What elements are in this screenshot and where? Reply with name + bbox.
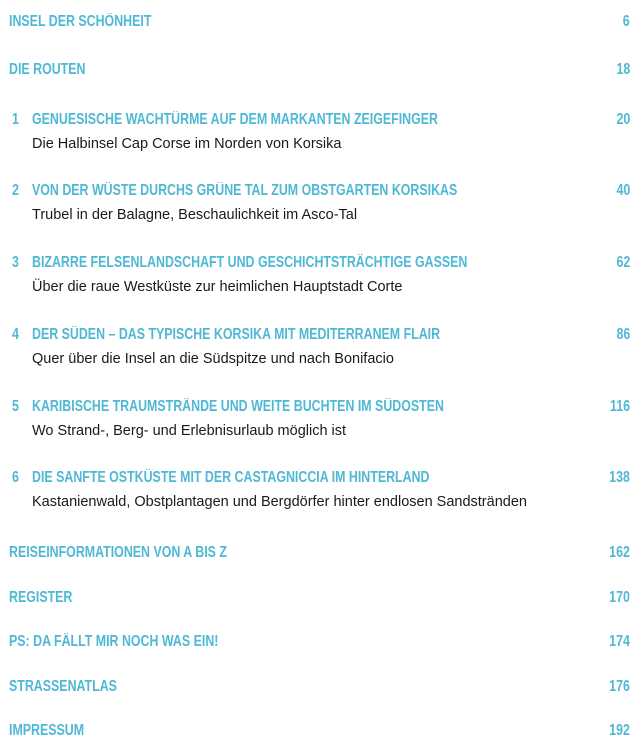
toc-route-2[interactable] bbox=[0, 181, 642, 201]
toc-entry-page: 18 bbox=[616, 61, 630, 78]
toc-entry-title: DIE ROUTEN bbox=[9, 61, 86, 78]
route-page: 116 bbox=[609, 398, 630, 415]
toc-entry-insel[interactable] bbox=[0, 12, 642, 32]
route-subtitle: Trubel in der Balagne, Beschaulichkeit im Asco-Tal bbox=[32, 207, 358, 223]
toc-entry-page: 192 bbox=[609, 722, 630, 739]
toc-route-3[interactable] bbox=[0, 253, 642, 273]
route-number: 2 bbox=[12, 182, 19, 199]
route-title: GENUESISCHE WACHTÜRME AUF DEM MARKANTEN ZEIGEFINGER bbox=[32, 111, 438, 128]
toc-entry-title: IMPRESSUM bbox=[9, 722, 85, 739]
toc-entry-page: 176 bbox=[609, 678, 630, 695]
toc-entry-title: STRASSENATLAS bbox=[9, 678, 117, 695]
route-title: VON DER WÜSTE DURCHS GRÜNE TAL ZUM OBSTGARTEN KORSIKAS bbox=[32, 182, 458, 199]
toc-entry-routen[interactable] bbox=[0, 60, 642, 80]
route-subtitle: Kastanienwald, Obstplantagen und Bergdörfer hinter endlosen Sandstränden bbox=[32, 494, 527, 510]
route-title: KARIBISCHE TRAUMSTRÄNDE UND WEITE BUCHTEN IM SÜDOSTEN bbox=[32, 398, 444, 415]
toc-route-6[interactable] bbox=[0, 468, 642, 488]
route-number: 5 bbox=[12, 398, 19, 415]
toc-entry-title: REGISTER bbox=[9, 589, 73, 606]
route-subtitle: Über die raue Westküste zur heimlichen Hauptstadt Corte bbox=[32, 279, 403, 295]
route-page: 40 bbox=[616, 182, 630, 199]
route-number: 3 bbox=[12, 254, 19, 271]
toc-entry-strassenatlas[interactable] bbox=[0, 677, 642, 697]
route-page: 86 bbox=[616, 326, 630, 343]
toc-route-5[interactable] bbox=[0, 397, 642, 417]
route-title: BIZARRE FELSENLANDSCHAFT UND GESCHICHTSTRÄCHTIGE GASSEN bbox=[32, 254, 468, 271]
toc-entry-page: 174 bbox=[609, 633, 630, 650]
toc-entry-page: 170 bbox=[609, 589, 630, 606]
route-subtitle: Quer über die Insel an die Südspitze und nach Bonifacio bbox=[32, 351, 394, 367]
route-subtitle: Die Halbinsel Cap Corse im Norden von Korsika bbox=[32, 136, 342, 152]
toc-entry-register[interactable] bbox=[0, 588, 642, 608]
toc-route-1[interactable] bbox=[0, 110, 642, 130]
route-title: DER SÜDEN – DAS TYPISCHE KORSIKA MIT MEDITERRANEM FLAIR bbox=[32, 326, 441, 343]
toc-entry-impressum[interactable] bbox=[0, 721, 642, 741]
route-page: 20 bbox=[616, 111, 630, 128]
toc-entry-title: INSEL DER SCHÖNHEIT bbox=[9, 13, 152, 30]
toc-entry-title: REISEINFORMATIONEN VON A BIS Z bbox=[9, 544, 227, 561]
toc-entry-title: PS: DA FÄLLT MIR NOCH WAS EIN! bbox=[9, 633, 219, 650]
toc-route-4[interactable] bbox=[0, 325, 642, 345]
toc-entry-reiseinformationen[interactable] bbox=[0, 543, 642, 563]
toc-entry-page: 6 bbox=[623, 13, 630, 30]
route-page: 62 bbox=[616, 254, 630, 271]
route-page: 138 bbox=[609, 469, 630, 486]
route-number: 6 bbox=[12, 469, 19, 486]
route-number: 1 bbox=[12, 111, 19, 128]
toc-entry-ps[interactable] bbox=[0, 632, 642, 652]
route-number: 4 bbox=[12, 326, 19, 343]
route-subtitle: Wo Strand-, Berg- und Erlebnisurlaub möglich ist bbox=[32, 423, 347, 439]
toc-entry-page: 162 bbox=[609, 544, 630, 561]
route-title: DIE SANFTE OSTKÜSTE MIT DER CASTAGNICCIA IM HINTERLAND bbox=[32, 469, 430, 486]
